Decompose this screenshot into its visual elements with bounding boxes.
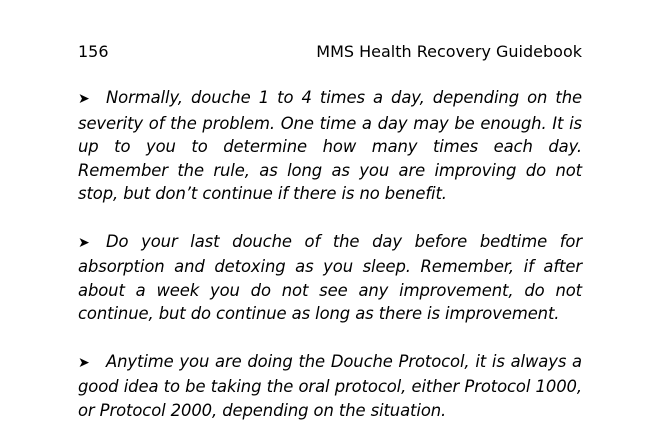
bullet-paragraph [78,230,582,326]
bullet-paragraph [78,86,582,206]
paragraph-text: Do your last douche of the day before bedtime for absorption and detoxing as you sleep. Remember, if after about a week you do not see any improvement, do not continue, but do continue as long as there is improvement. [78,231,582,323]
arrowhead-bullet-icon: ➤ [78,234,90,251]
page-number: 156 [78,42,109,61]
paragraph-text: Normally, douche 1 to 4 times a day, depending on the severity of the problem. One time a day may be enough. It is up to you to determine how many times each day. Remember the rule, as long as you are improving do not stop, but don’t continue if there is no benefit. [78,88,582,203]
paragraph-text: Anytime you are doing the Douche Protocol, it is always a good idea to be taking the oral protocol, either Protocol 1000, or Protocol 2000, depending on the situation. [78,351,582,420]
page-body [78,86,582,422]
bullet-paragraph [78,350,582,423]
book-title: MMS Health Recovery Guidebook [316,42,582,61]
arrowhead-bullet-icon: ➤ [78,354,90,371]
arrowhead-bullet-icon: ➤ [78,91,90,107]
page-header [78,40,582,64]
